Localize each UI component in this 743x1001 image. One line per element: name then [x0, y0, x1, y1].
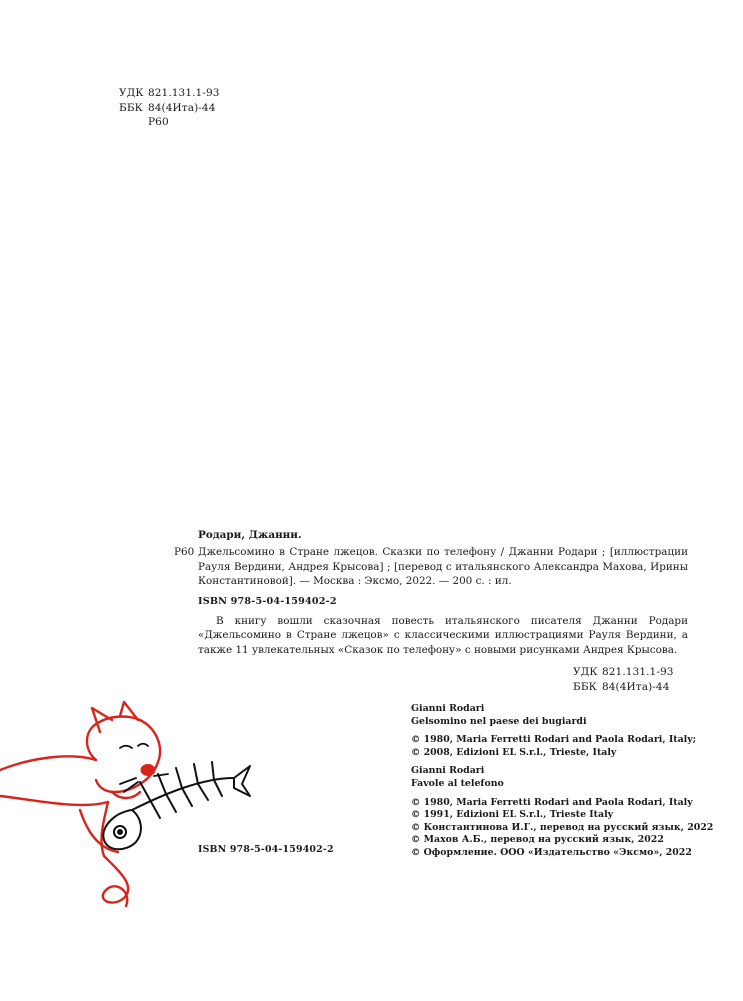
- cat-drawing: [0, 702, 160, 906]
- bottom-bbk-key: ББК: [573, 680, 597, 693]
- top-classification: [119, 86, 220, 130]
- rights-line: Favole al telefono: [411, 777, 504, 789]
- rights-block-4: [411, 796, 714, 860]
- annotation-isbn: ISBN 978-5-04-159402-2: [198, 595, 337, 607]
- top-udk-key: УДК: [119, 87, 144, 99]
- cat-nose: [141, 765, 155, 776]
- cat-with-fish-skeleton-illustration: [0, 700, 270, 920]
- top-author-mark-row: [119, 115, 220, 130]
- rights-line: © 1980, Maria Ferretti Rodari and Paola Rodari, Italy;: [411, 734, 697, 746]
- rights-line: Gelsomino nel paese dei bugiardi: [411, 715, 587, 727]
- bottom-udk-value: 821.131.1-93: [602, 666, 674, 678]
- bottom-isbn: ISBN 978-5-04-159402-2: [198, 844, 334, 855]
- top-author-mark: Р60: [148, 116, 169, 128]
- rights-line: Gianni Rodari: [411, 703, 485, 714]
- copyright-block: [411, 703, 714, 866]
- bottom-classification: [573, 665, 674, 694]
- rights-block-1: [411, 703, 711, 728]
- fish-skeleton-icon: [103, 762, 250, 849]
- annotation-author-mark: Р60: [174, 546, 195, 558]
- rights-block-3: [411, 765, 711, 790]
- top-bbk-value: 84(4Ита)-44: [148, 101, 216, 114]
- annotation-summary: В книгу вошли сказочная повесть итальянского писателя Джанни Родари «Джельсомино в Стране лжецов» с классическими иллюстрациями Рауля Вердини, а также 11 увлекательных «Сказок по телефону» с новыми рисунками Андрея Крысова.: [198, 615, 688, 656]
- bottom-bbk-row: [573, 680, 674, 695]
- rights-line: © 1991, Edizioni EL S.r.l., Trieste Italy: [411, 809, 614, 821]
- rights-line: © Оформление. ООО «Издательство «Эксмо», 2022: [411, 846, 692, 858]
- rights-line: © Махов А.Б., перевод на русский язык, 2022: [411, 834, 664, 846]
- bottom-bbk-value: 84(4Ита)-44: [602, 680, 670, 693]
- annotation-description: Джельсомино в Стране лжецов. Сказки по телефону / Джанни Родари ; [иллюстрации Рауля Вердини, Андрея Крысова] ; [перевод с итальянского Александра Махова, Ирины Константиновой]. — Москва : Эксмо, 2022. — 200 с. : ил.: [198, 546, 688, 588]
- top-bbk-row: [119, 101, 220, 116]
- rights-line: © 2008, Edizioni EL S.r.l., Trieste, Italy: [411, 746, 617, 758]
- rights-line: © 1980, Maria Ferretti Rodari and Paola Rodari, Italy: [411, 796, 693, 808]
- rights-line: Gianni Rodari: [411, 765, 485, 777]
- top-bbk-key: ББК: [119, 101, 143, 114]
- bottom-udk-key: УДК: [573, 666, 598, 678]
- rights-line: © Константинова И.Г., перевод на русский язык, 2022: [411, 821, 714, 833]
- top-udk-value: 821.131.1-93: [148, 87, 220, 99]
- annotation-author: Родари, Джанни.: [198, 529, 302, 541]
- rights-block-2: [411, 734, 711, 759]
- top-udk-row: [119, 86, 220, 101]
- bottom-udk-row: [573, 665, 674, 680]
- annotation-card: [198, 528, 688, 657]
